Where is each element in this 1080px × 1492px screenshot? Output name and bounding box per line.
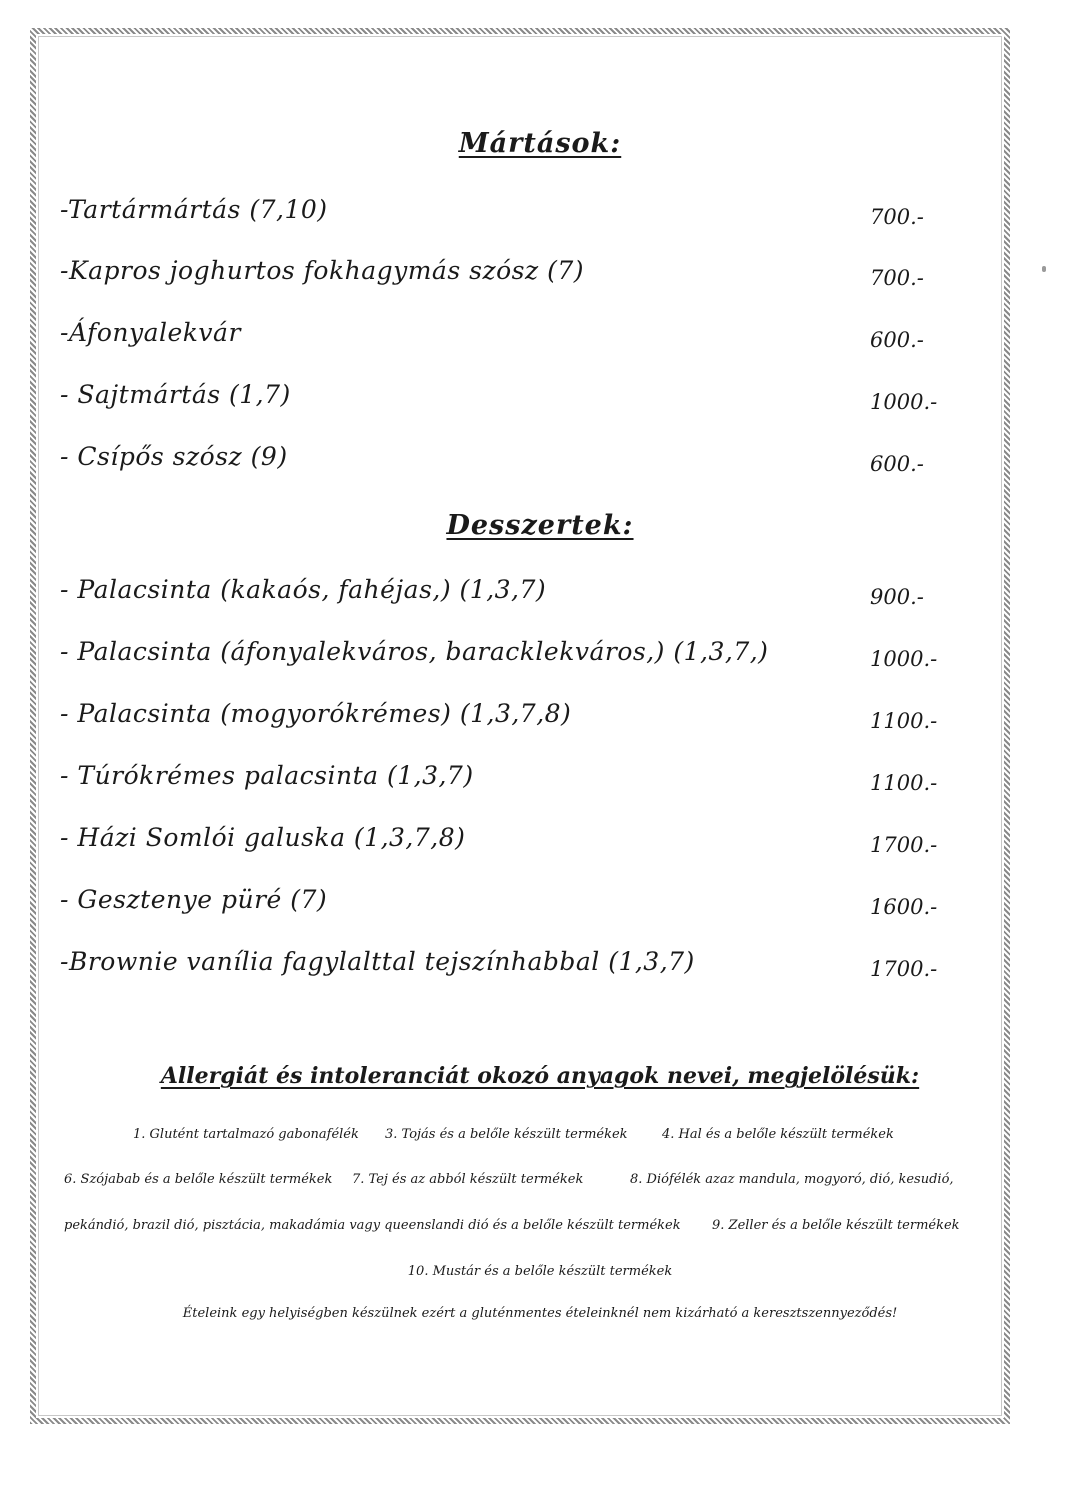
item-name: - Palacsinta (áfonyalekváros, baracklekváros,) (1,3,7,) xyxy=(60,637,769,666)
item-price: 1000.- xyxy=(870,390,938,414)
item-price: 1700.- xyxy=(870,957,938,981)
allergen-note xyxy=(0,1306,1080,1321)
allergen-note-text: Ételeink egy helyiségben készülnek ezért a gluténmentes ételeinknél nem kizárható a keresztszennyeződés! xyxy=(182,1306,898,1321)
allergen-fish: 4. Hal és a belőle készült termékek xyxy=(662,1127,894,1142)
item-name: -Brownie vanília fagylalttal tejszínhabbal (1,3,7) xyxy=(60,947,695,976)
item-price: 1100.- xyxy=(870,709,938,733)
allergen-celery: 9. Zeller és a belőle készült termékek xyxy=(712,1218,960,1233)
sauces-heading xyxy=(0,128,1080,159)
item-price: 1100.- xyxy=(870,771,938,795)
allergen-soy: 6. Szójabab és a belőle készült termékek xyxy=(64,1172,333,1187)
menu-item xyxy=(0,195,1080,241)
item-price: 700.- xyxy=(870,266,924,290)
item-name: - Palacsinta (kakaós, fahéjas,) (1,3,7) xyxy=(60,575,547,604)
menu-item xyxy=(0,761,1080,807)
allergen-nuts: 8. Diófélék azaz mandula, mogyoró, dió, kesudió, xyxy=(630,1172,954,1187)
item-price: 1600.- xyxy=(870,895,938,919)
menu-item xyxy=(0,442,1080,488)
menu-item xyxy=(0,256,1080,302)
menu-item xyxy=(0,575,1080,621)
menu-item xyxy=(0,699,1080,745)
item-name: - Palacsinta (mogyorókrémes) (1,3,7,8) xyxy=(60,699,572,728)
allergen-nuts-continued: pekándió, brazil dió, pisztácia, makadámia vagy queenslandi dió és a belőle készült termékek xyxy=(64,1218,681,1233)
item-price: 1700.- xyxy=(870,833,938,857)
menu-item xyxy=(0,637,1080,683)
item-price: 600.- xyxy=(870,328,924,352)
item-price: 700.- xyxy=(870,205,924,229)
menu-item xyxy=(0,823,1080,869)
menu-item xyxy=(0,380,1080,426)
item-name: - Gesztenye püré (7) xyxy=(60,885,328,914)
item-name: - Házi Somlói galuska (1,3,7,8) xyxy=(60,823,466,852)
allergens-heading-text: Allergiát és intoleranciát okozó anyagok nevei, megjelölésük: xyxy=(160,1063,920,1089)
menu-item xyxy=(0,947,1080,993)
item-name: -Kapros joghurtos fokhagymás szósz (7) xyxy=(60,256,585,285)
allergen-egg: 3. Tojás és a belőle készült termékek xyxy=(385,1127,628,1142)
desserts-heading xyxy=(0,510,1080,541)
item-name: - Sajtmártás (1,7) xyxy=(60,380,291,409)
allergen-mustard: 10. Mustár és a belőle készült termékek xyxy=(407,1264,673,1279)
item-price: 900.- xyxy=(870,585,924,609)
item-price: 600.- xyxy=(870,452,924,476)
item-name: - Csípős szósz (9) xyxy=(60,442,288,471)
allergen-gluten: 1. Glutént tartalmazó gabonafélék xyxy=(133,1127,359,1142)
item-name: -Tartármártás (7,10) xyxy=(60,195,328,224)
allergen-milk: 7. Tej és az abból készült termékek xyxy=(352,1172,584,1187)
item-name: - Túrókrémes palacsinta (1,3,7) xyxy=(60,761,474,790)
desserts-heading-text: Desszertek: xyxy=(446,510,634,541)
allergen-line-4 xyxy=(0,1264,1080,1279)
menu-item xyxy=(0,318,1080,364)
allergens-heading xyxy=(0,1063,1080,1089)
item-price: 1000.- xyxy=(870,647,938,671)
sauces-heading-text: Mártások: xyxy=(458,128,622,159)
item-name: -Áfonyalekvár xyxy=(60,318,241,347)
menu-item xyxy=(0,885,1080,931)
